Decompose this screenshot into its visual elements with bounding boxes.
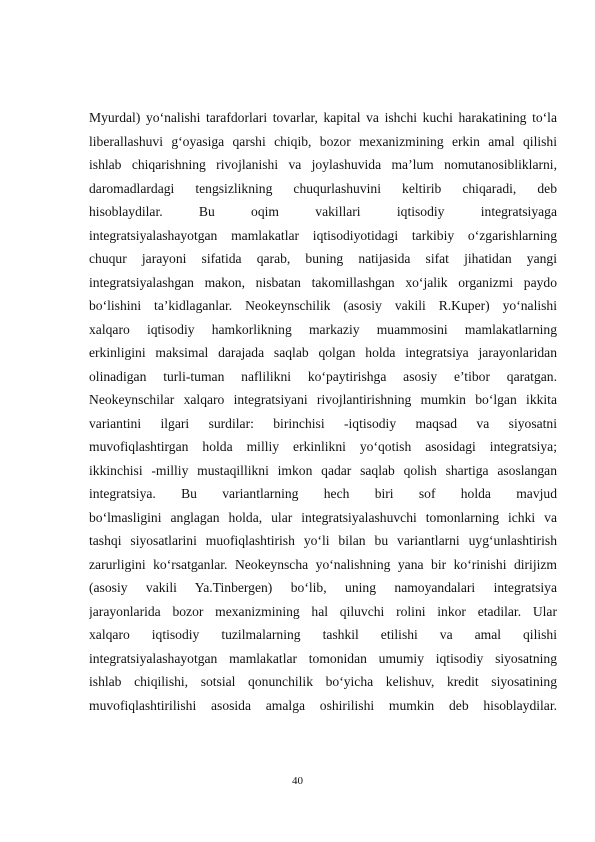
text-line-13: Neokeynschilar xalqaro integratsiyani rivojlantirishning mumkin bo‘lgan ikkita (89, 392, 557, 407)
text-line-24: integratsiyalashayotgan mamlakatlar tomonidan umumiy iqtisodiy siyosatning (89, 650, 557, 666)
text-line-22: jarayonlarida bozor mexanizmining hal qiluvchi rolini inkor etadilar. Ular (89, 603, 557, 619)
text-line-1: Myurdal) yo‘nalishi tarafdorlari tovarlar, kapital va ishchi kuchi harakatining to‘la (89, 110, 557, 125)
text-line-18: bo‘lmasligini anglagan holda, ular integratsiyalashuvchi tomonlarning ichki va (89, 509, 557, 525)
text-line-10: xalqaro iqtisodiy hamkorlikning markaziy muammosini mamlakatlarning (89, 321, 557, 337)
text-line-4: daromadlardagi tengsizlikning chuqurlashuvini keltirib chiqaradi, deb (89, 180, 557, 196)
text-line-26: muvofiqlashtirilishi asosida amalga oshirilishi mumkin deb hisoblaydilar. (89, 697, 557, 713)
text-line-14: variantini ilgari surdilar: birinchisi -iqtisodiy maqsad va siyosatni (89, 415, 557, 431)
text-line-3: ishlab chiqarishning rivojlanishi va joylashuvida ma’lum nomutanosibliklarni, (89, 157, 557, 172)
text-line-19: tashqi siyosatlarini muofiqlashtirish yo‘li bilan bu variantlarni uyg‘unlashtirish (89, 533, 557, 548)
text-line-7: chuqur jarayoni sifatida qarab, buning natijasida sifat jihatidan yangi (89, 251, 557, 266)
text-line-23: xalqaro iqtisodiy tuzilmalarning tashkil etilishi va amal qilishi (89, 627, 557, 642)
text-line-12: olinadigan turli-tuman naflilikni ko‘paytirishga asosiy e’tibor qaratgan. (89, 368, 557, 384)
text-line-5: hisoblaydilar. Bu oqim vakillari iqtisodiy integratsiyaga (89, 204, 557, 219)
body-text (89, 106, 557, 717)
text-line-2: liberallashuvi g‘oyasiga qarshi chiqib, bozor mexanizmining erkin amal qilishi (89, 133, 557, 149)
text-line-21: (asosiy vakili Ya.Tinbergen) bo‘lib, uning namoyandalari integratsiya (89, 580, 557, 595)
text-line-15: muvofiqlashtirgan holda milliy erkinlikni yo‘qotish asosidagi integratsiya; (89, 439, 557, 454)
page-number: 40 (292, 775, 303, 787)
text-line-20: zarurligini ko‘rsatganlar. Neokeynscha yo‘nalishning yana bir ko‘rinishi dirijizm (89, 556, 557, 572)
text-line-25: ishlab chiqilishi, sotsial qonunchilik bo‘yicha kelishuv, kredit siyosatining (89, 674, 557, 689)
text-line-11: erkinligini maksimal darajada saqlab qolgan holda integratsiya jarayonlaridan (89, 345, 557, 360)
text-line-8: integratsiyalashgan makon, nisbatan takomillashgan xo‘jalik organizmi paydo (89, 274, 557, 290)
text-line-16: ikkinchisi -milliy mustaqillikni imkon qadar saqlab qolish shartiga asoslangan (89, 462, 557, 478)
text-line-9: bo‘lishini ta’kidlaganlar. Neokeynschilik (asosiy vakili R.Kuper) yo‘nalishi (89, 298, 557, 313)
text-line-17: integratsiya. Bu variantlarning hech biri sof holda mavjud (89, 486, 557, 501)
text-line-6: integratsiyalashayotgan mamlakatlar iqtisodiyotidagi tarkibiy o‘zgarishlarning (89, 227, 557, 243)
